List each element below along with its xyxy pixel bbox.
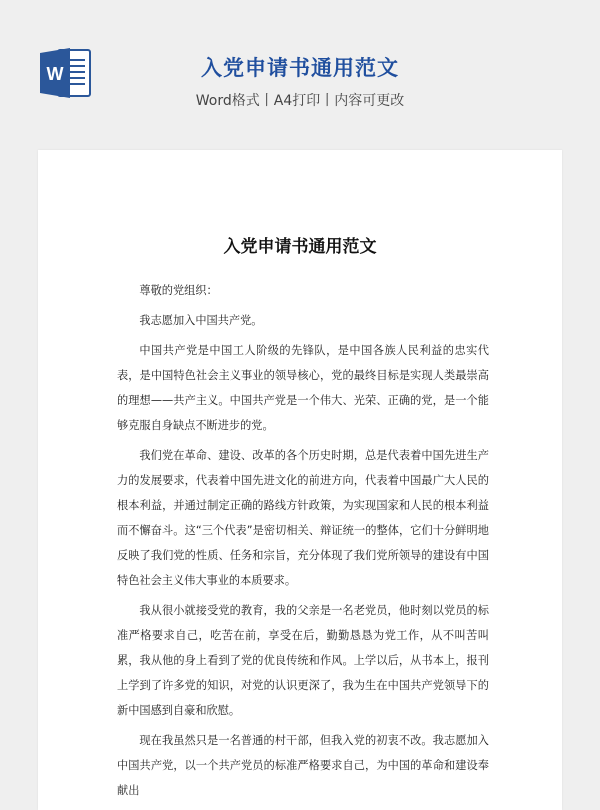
document-title: 入党申请书通用范文 (223, 237, 377, 257)
paragraph: 我从很小就接受党的教育，我的父亲是一名老党员，他时刻以党员的标准严格要求自己，吃苦在前，享受在后，勤勤恳恳为党工作，从不叫苦叫累，我从他的身上看到了党的优良传统和作风。上学以后，从书本上，报刊上学到了许多党的知识，对党的认识更深了，我为生在中国共产党领导下的新中国感到自豪和欣慰。 (117, 604, 489, 717)
paragraph: 我们党在革命、建设、改革的各个历史时期，总是代表着中国先进生产力的发展要求，代表着中国先进文化的前进方向，代表着中国最广大人民的根本利益，并通过制定正确的路线方针政策，为实现国家和人民的根本利益而不懈奋斗。这“三个代表”是密切相关、辩证统一的整体，它们十分鲜明地反映了我们党的性质、任务和宗旨，充分体现了我们党所领导的建设有中国特色社会主义伟大事业的本质要求。 (117, 449, 489, 587)
page-title: 入党申请书通用范文 (201, 56, 399, 80)
word-document-icon (38, 47, 92, 99)
document-body (117, 278, 489, 808)
paragraph: 现在我虽然只是一名普通的村干部，但我入党的初衷不改。我志愿加入中国共产党，以一个共产党员的标准严格要求自己，为中国的革命和建设奉献出 (117, 734, 489, 797)
paragraph: 中国共产党是中国工人阶级的先锋队，是中国各族人民利益的忠实代表，是中国特色社会主义事业的领导核心，党的最终目标是实现人类最崇高的理想——共产主义。中国共产党是一个伟大、光荣、正确的党，是一个能够克服自身缺点不断进步的党。 (117, 344, 489, 432)
salutation: 尊敬的党组织： (139, 284, 218, 297)
page-subtitle: Word格式丨A4打印丨内容可更改 (195, 93, 405, 109)
paragraph: 我志愿加入中国共产党。 (139, 314, 263, 327)
header (0, 0, 600, 150)
logo-letter: W (46, 64, 64, 84)
document-page (38, 150, 562, 810)
